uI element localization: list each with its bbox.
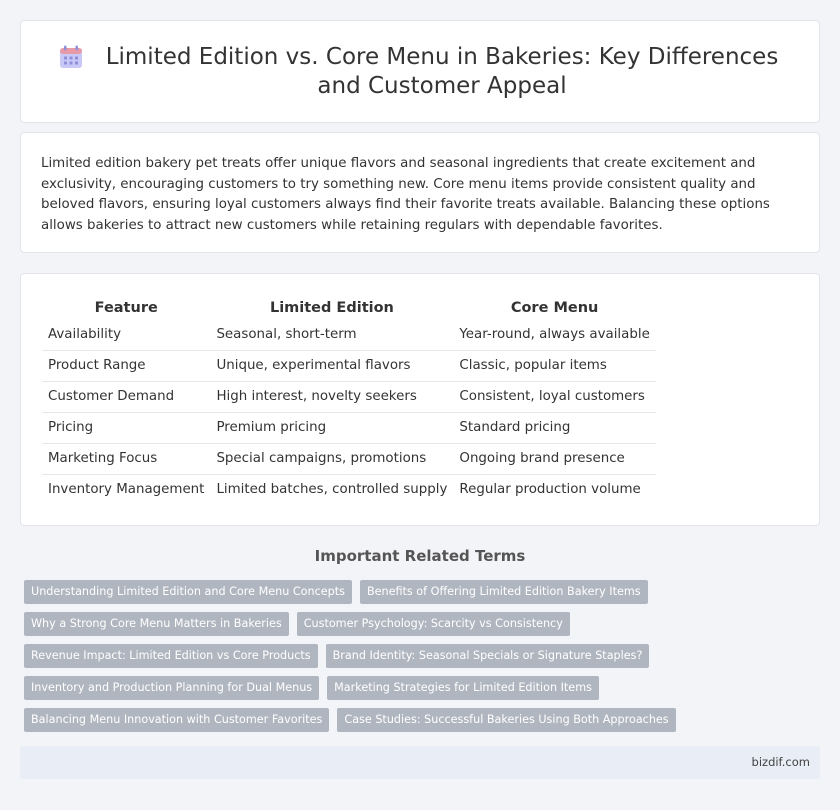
related-term-link[interactable]: Case Studies: Successful Bakeries Using Both Approaches bbox=[337, 708, 675, 732]
related-term-link[interactable]: Revenue Impact: Limited Edition vs Core Products bbox=[24, 644, 318, 668]
title-wrap bbox=[21, 21, 819, 122]
page-title: Limited Edition vs. Core Menu in Bakeries: Key Differences and Customer Appeal bbox=[105, 43, 779, 99]
tag-row bbox=[24, 644, 824, 668]
tag-row bbox=[24, 580, 824, 604]
header-feature: Feature bbox=[94, 300, 158, 316]
table-row bbox=[42, 319, 656, 350]
calendar-icon bbox=[58, 44, 84, 70]
table-row bbox=[42, 412, 656, 443]
cell-limited-edition: Unique, experimental flavors bbox=[210, 350, 453, 381]
cell-limited-edition: Seasonal, short-term bbox=[210, 319, 453, 350]
related-terms-list bbox=[24, 580, 824, 740]
related-term-link[interactable]: Inventory and Production Planning for Dual Menus bbox=[24, 676, 319, 700]
related-term-link[interactable]: Marketing Strategies for Limited Edition Items bbox=[327, 676, 599, 700]
header-limited-edition: Limited Edition bbox=[269, 300, 394, 316]
cell-feature: Marketing Focus bbox=[42, 443, 210, 474]
intro-card bbox=[20, 132, 820, 253]
site-link[interactable]: bizdif.com bbox=[751, 755, 810, 769]
cell-core-menu: Standard pricing bbox=[453, 412, 655, 443]
related-terms-heading: Important Related Terms bbox=[314, 547, 526, 565]
comparison-table bbox=[42, 297, 656, 505]
table-row bbox=[42, 381, 656, 412]
header-card bbox=[20, 20, 820, 123]
cell-core-menu: Year-round, always available bbox=[453, 319, 655, 350]
related-term-link[interactable]: Benefits of Offering Limited Edition Bakery Items bbox=[360, 580, 648, 604]
cell-feature: Inventory Management bbox=[48, 482, 205, 498]
comparison-card bbox=[20, 273, 820, 526]
table-row bbox=[42, 474, 656, 505]
tag-row bbox=[24, 708, 824, 732]
cell-feature: Customer Demand bbox=[42, 381, 210, 412]
table-row bbox=[42, 350, 656, 381]
cell-feature: Product Range bbox=[42, 350, 210, 381]
cell-core-menu: Consistent, loyal customers bbox=[453, 381, 655, 412]
table-header-row bbox=[42, 297, 656, 319]
related-term-link[interactable]: Understanding Limited Edition and Core Menu Concepts bbox=[24, 580, 352, 604]
cell-limited-edition: High interest, novelty seekers bbox=[210, 381, 453, 412]
footer bbox=[20, 746, 820, 779]
cell-feature: Pricing bbox=[42, 412, 210, 443]
header-core-menu: Core Menu bbox=[510, 300, 599, 316]
cell-limited-edition: Special campaigns, promotions bbox=[210, 443, 453, 474]
tag-row bbox=[24, 612, 824, 636]
related-term-link[interactable]: Why a Strong Core Menu Matters in Bakeries bbox=[24, 612, 289, 636]
cell-feature: Availability bbox=[42, 319, 210, 350]
cell-limited-edition: Premium pricing bbox=[210, 412, 453, 443]
related-term-link[interactable]: Balancing Menu Innovation with Customer Favorites bbox=[24, 708, 329, 732]
table-row bbox=[42, 443, 656, 474]
related-term-link[interactable]: Customer Psychology: Scarcity vs Consistency bbox=[297, 612, 570, 636]
intro-paragraph: Limited edition bakery pet treats offer unique flavors and seasonal ingredients that create excitement and exclusivity, encouraging customers to try something new. Core menu items provide consistent quality and beloved flavors, ensuring loyal customers always find their favorite treats available. Balancing these options allows bakeries to attract new customers while retaining regulars with dependable favorites. bbox=[41, 156, 770, 233]
cell-core-menu: Classic, popular items bbox=[453, 350, 655, 381]
cell-core-menu: Ongoing brand presence bbox=[453, 443, 655, 474]
cell-core-menu: Regular production volume bbox=[459, 482, 641, 498]
tag-row bbox=[24, 676, 824, 700]
related-term-link[interactable]: Brand Identity: Seasonal Specials or Signature Staples? bbox=[326, 644, 650, 668]
cell-limited-edition: Limited batches, controlled supply bbox=[216, 482, 448, 498]
